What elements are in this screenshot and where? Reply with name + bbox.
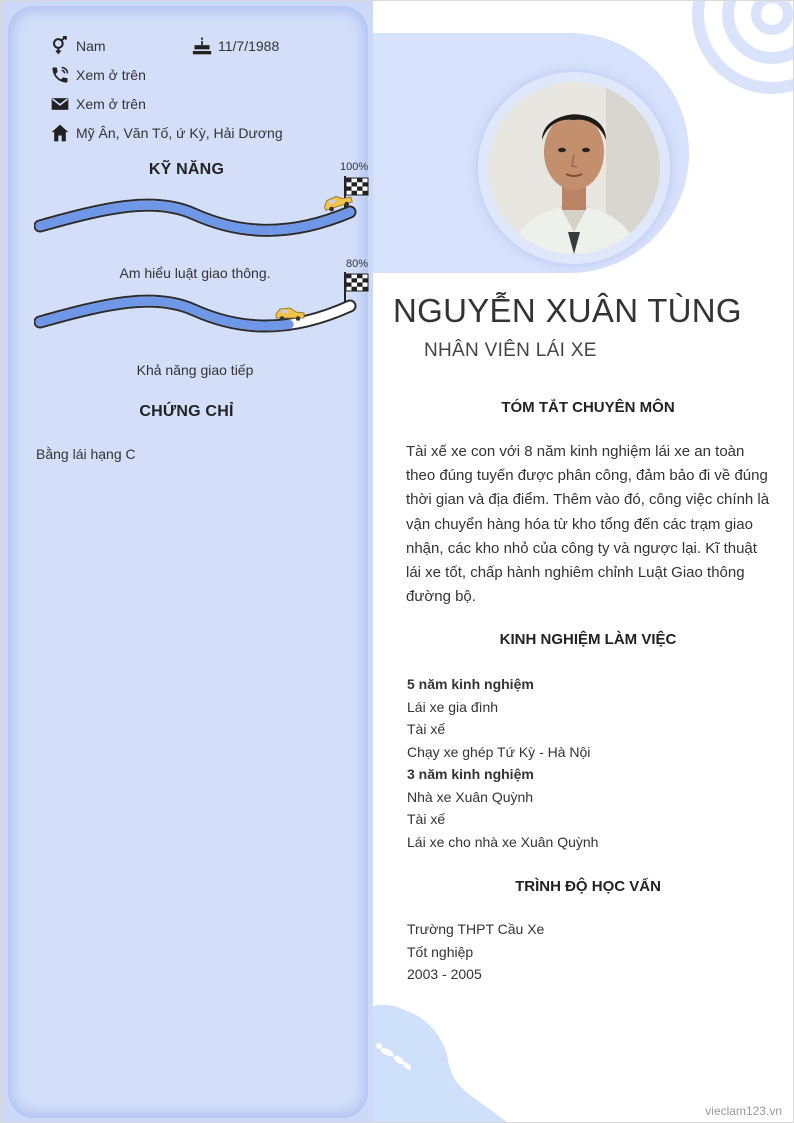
skill-progress-road — [34, 174, 374, 244]
summary-title: TÓM TẮT CHUYÊN MÔN — [501, 399, 675, 416]
address-row — [50, 123, 283, 143]
experience-duration: 5 năm kinh nghiệm — [407, 676, 534, 692]
corner-swirl-decoration — [690, 0, 794, 100]
experience-position: Tài xế — [407, 811, 446, 827]
skill-percent: 80% — [346, 258, 369, 270]
cake-icon — [192, 36, 212, 56]
experience-duration: 3 năm kinh nghiệm — [407, 766, 534, 782]
address-text: Mỹ Ân, Văn Tố, ứ Kỳ, Hải Dương — [76, 125, 283, 141]
experience-description: Chạy xe ghép Tứ Kỳ - Hà Nội — [407, 743, 591, 760]
email-row — [50, 94, 146, 114]
profile-photo-image — [488, 82, 660, 254]
education-years: 2003 - 2005 — [407, 966, 482, 982]
email-text: Xem ở trên — [76, 96, 146, 112]
email-icon — [50, 94, 70, 114]
education-list — [407, 918, 544, 986]
education-school: Trường THPT Cầu Xe — [407, 921, 545, 937]
experience-list — [407, 673, 598, 853]
avatar — [488, 82, 660, 254]
experience-description: Lái xe cho nhà xe Xuân Quỳnh — [407, 833, 599, 850]
job-title: NHÂN VIÊN LÁI XE — [424, 340, 597, 361]
experience-company: Lái xe gia đình — [407, 698, 499, 715]
education-title: TRÌNH ĐỘ HỌC VẤN — [515, 878, 661, 895]
phone-text: Xem ở trên — [76, 67, 146, 83]
experience-company: Nhà xe Xuân Quỳnh — [407, 788, 534, 805]
home-icon — [50, 123, 70, 143]
gender-icon — [50, 36, 70, 56]
skill-name: Khả năng giao tiếp — [136, 362, 254, 378]
skill-name: Am hiểu luật giao thông. — [119, 265, 271, 281]
experience-position: Tài xế — [407, 721, 446, 737]
phone-row — [50, 65, 146, 85]
gender-row — [50, 36, 106, 56]
watermark: vieclam123.vn — [705, 1104, 782, 1118]
gender-text: Nam — [76, 38, 106, 54]
skill-percent: 100% — [340, 161, 369, 173]
bottom-wave-decoration — [373, 1000, 533, 1123]
experience-title: KINH NGHIỆM LÀM VIỆC — [499, 631, 677, 648]
phone-icon — [50, 65, 70, 85]
skill-progress-road — [34, 270, 374, 340]
education-status: Tốt nghiệp — [407, 943, 474, 960]
full-name: NGUYỄN XUÂN TÙNG — [393, 292, 742, 329]
birthday-text: 11/7/1988 — [218, 38, 280, 54]
skills-title: KỸ NĂNG — [148, 161, 225, 178]
summary-text: Tài xế xe con với 8 năm kinh nghiệm lái xe an toàn theo đúng tuyến được phân công, đảm bảo đi về đúng thời gian và địa điểm. Thêm vào đó, công việc chính là vận chuyển hàng hóa từ kho tổng đến các trạm giao nhận, các kho nhỏ của công ty và ngược lại. Kĩ thuật lái xe tốt, chấp hành nghiêm chỉnh Luật Giao thông đường bộ. — [406, 443, 770, 606]
checkered-flag-icon — [345, 272, 368, 304]
certificate-item: Bằng lái hạng C — [36, 446, 136, 462]
certificates-title: CHỨNG CHỈ — [139, 403, 234, 420]
birthday-row — [192, 36, 279, 56]
